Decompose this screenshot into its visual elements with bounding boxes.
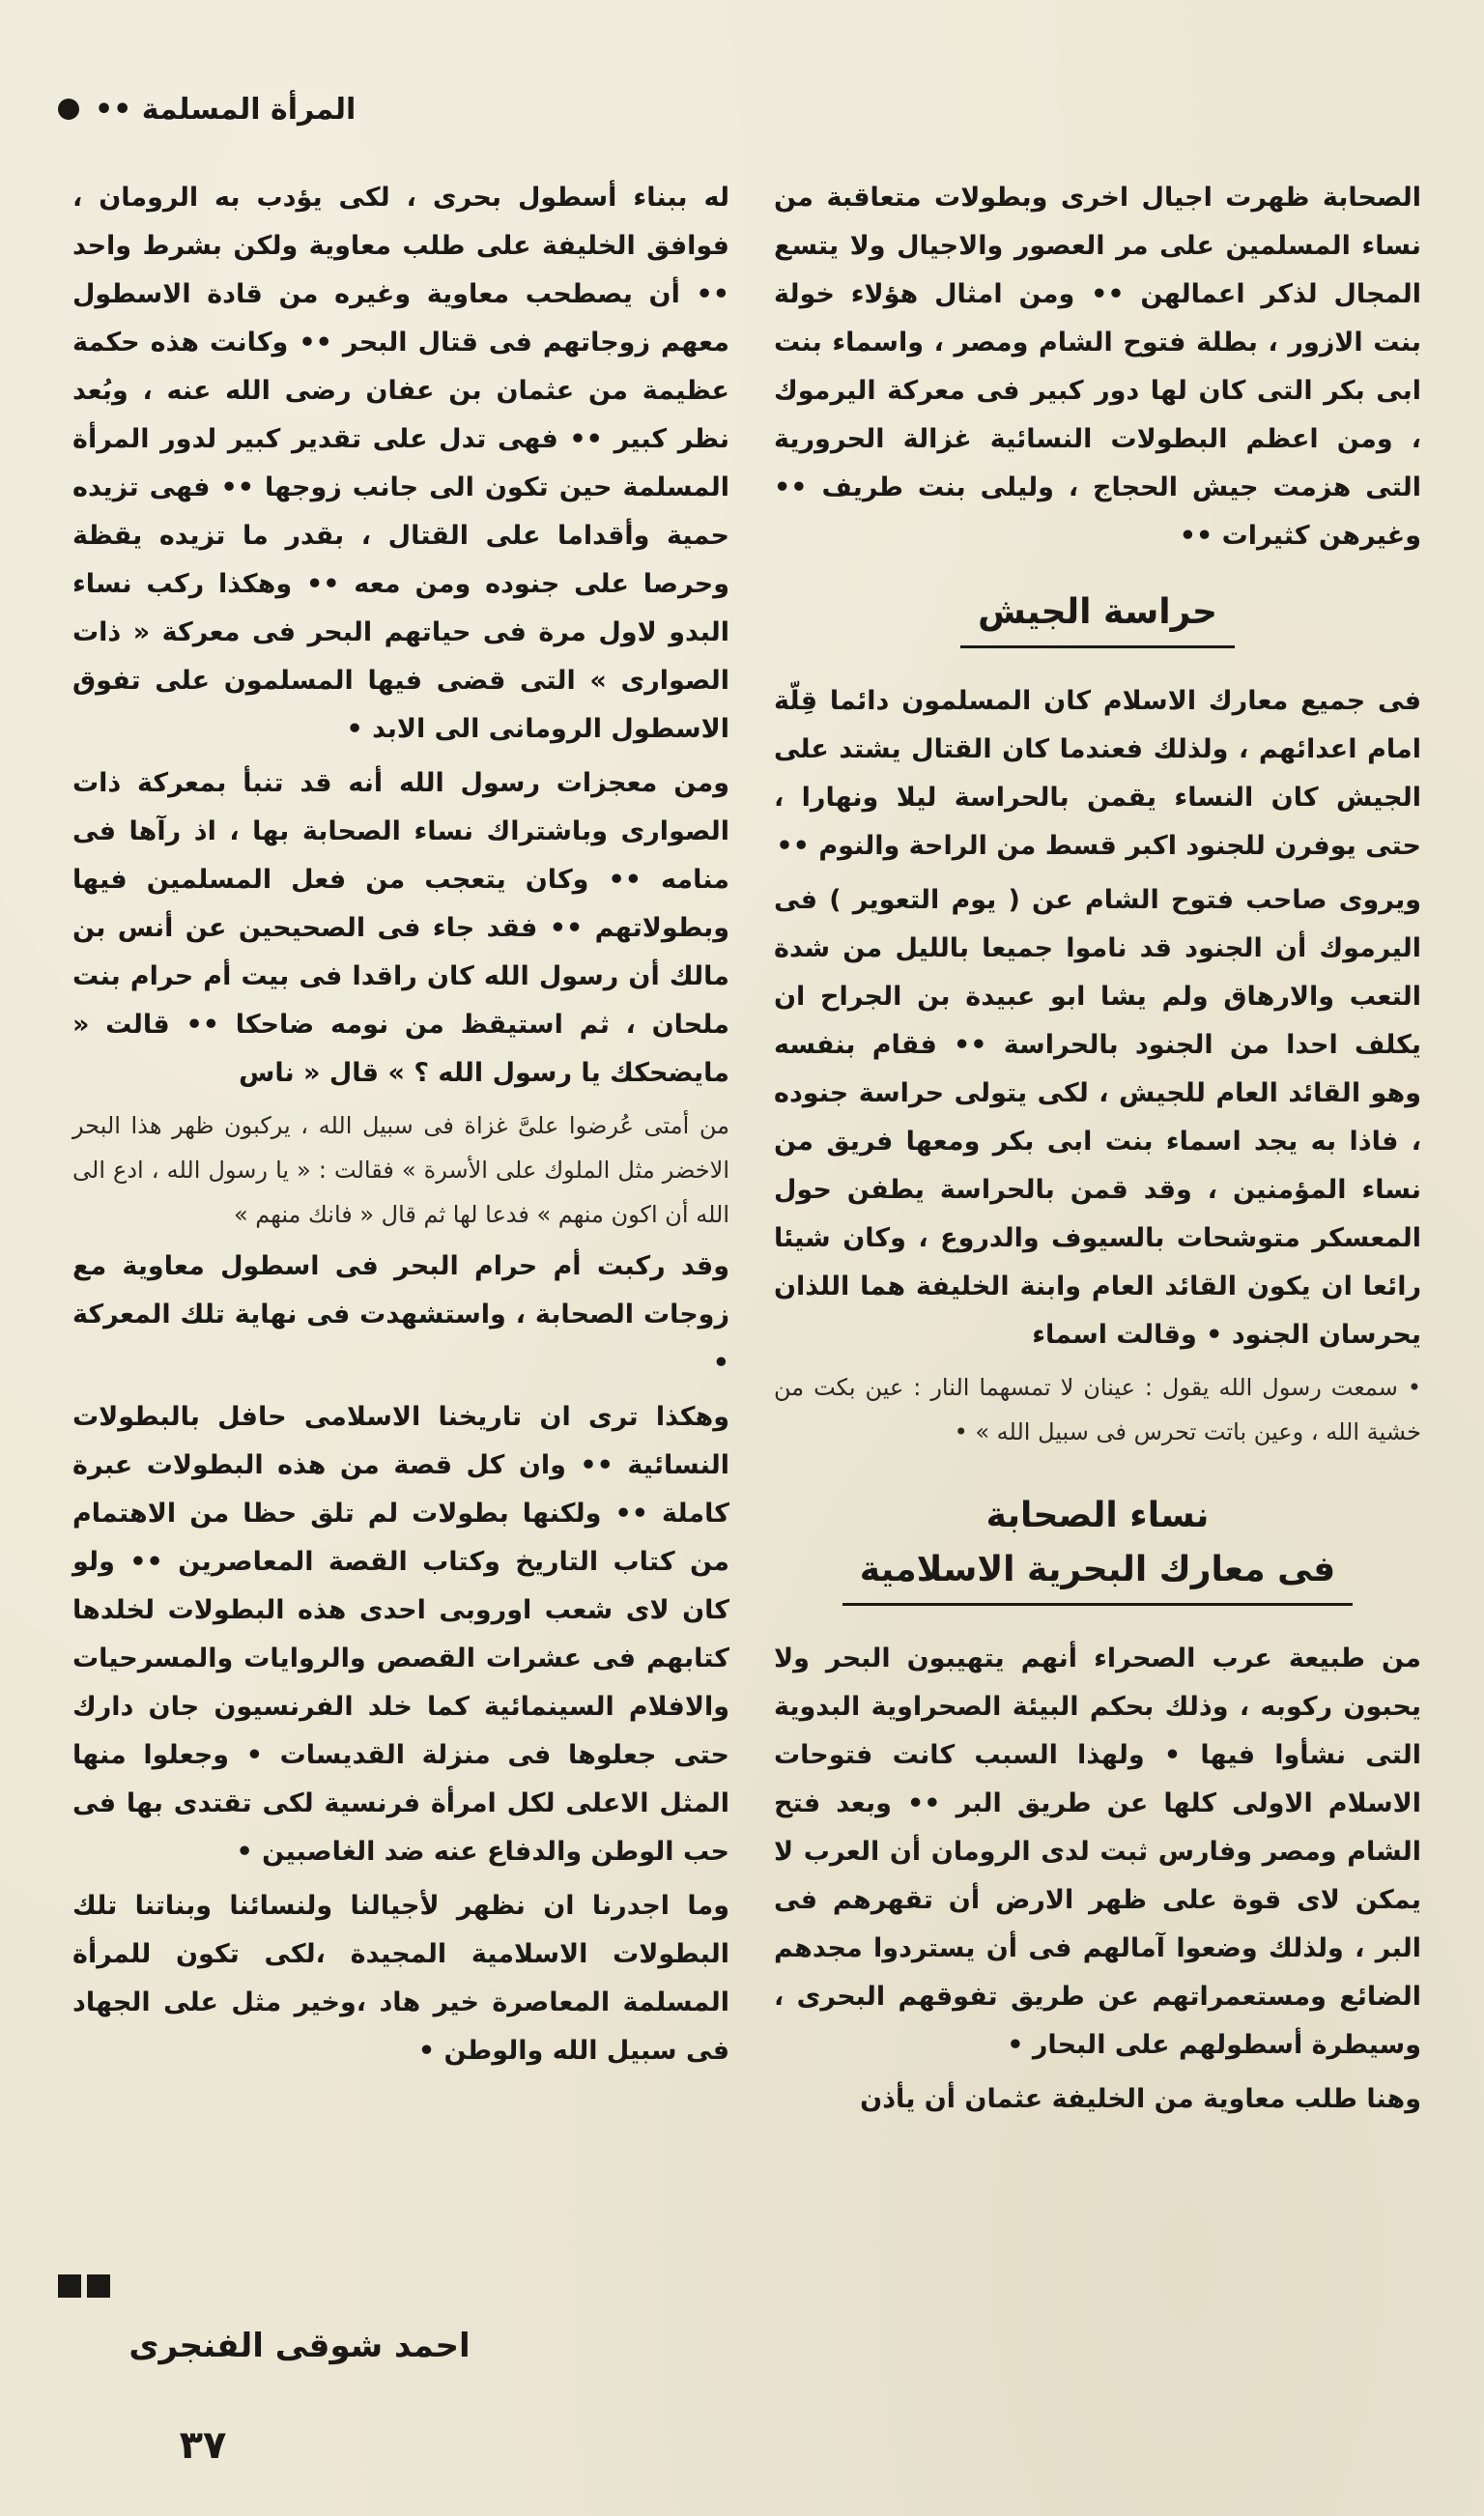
paragraph: وهكذا ترى ان تاريخنا الاسلامى حافل بالبطولات النسائية •• وان كل قصة من هذه البطولات عبرة كاملة •• ولكنها بطولات لم تلق حظا من الاهتمام من كتاب التاريخ وكتاب القصة المعاصرين •• ولو كان لاى شعب اوروبى احدى هذه البطولات لخلدها كتابهم فى عشرات القصص والروايات والمسرحيات والافلام السينمائية كما خلد الفرنسيون جان دارك حتى جعلوها فى منزلة القديسات • وجعلوا منها المثل الاعلى لكل امرأة فرنسية لكى تقتدى بها فى حب الوطن والدفاع عنه ضد الغاصبين •	[72, 1402, 729, 1867]
paragraph: وهنا طلب معاوية من الخليفة عثمان أن يأذن	[860, 2084, 1421, 2114]
end-square	[58, 2274, 81, 2298]
section-heading-army-guard	[774, 586, 1421, 648]
intro-paragraph: الصحابة ظهرت اجيال اخرى وبطولات متعاقبة من نساء المسلمين على مر العصور والاجيال ولا يتسع المجال لذكر اعمالهن •• ومن امثال هؤلاء خولة بنت الازور ، بطلة فتوح الشام ومصر ، واسماء بنت ابى بكر التى كان لها دور كبير فى معركة اليرموك ، ومن اعظم البطولات النسائية غزالة الحرورية التى هزمت جيش الحجاج ، وليلى بنت طريف •• وغيرهن كثيرات ••	[774, 183, 1421, 551]
paragraph: له ببناء أسطول بحرى ، لكى يؤدب به الرومان ، فوافق الخليفة على طلب معاوية ولكن بشرط واحد •• أن يصطحب معاوية وغيره من قادة الاسطول معهم زوجاتهم فى قتال البحر •• وكانت هذه حكمة عظيمة من عثمان بن عفان رضى الله عنه ، وبُعد نظر كبير •• فهى تدل على تقدير كبير لدور المرأة المسلمة حين تكون الى جانب زوجها •• فهى تزيده حمية وأقداما على القتال ، بقدر ما تزيده يقظة وحرصا على جنوده ومن معه •• وهكذا ركب نساء البدو لاول مرة فى حياتهم البحر فى معركة « ذات الصوارى » التى قضى فيها المسلمون على تفوق الاسطول الرومانى الى الابد •	[72, 183, 729, 744]
section-heading-line1: نساء الصحابة	[985, 1496, 1210, 1535]
hadith-quote: من أمتى عُرضوا علىَّ غزاة فى سبيل الله ، يركبون ظهر هذا البحر الاخضر مثل الملوك على الأسرة » فقالت : « يا رسول الله ، ادع الى الله أن اكون منهم » فدعا لها ثم قال « فانك منهم »	[72, 1112, 729, 1228]
running-head	[58, 85, 357, 133]
running-head-text: المرأة المسلمة ••	[95, 92, 357, 127]
paragraph: وما اجدرنا ان نظهر لأجيالنا ولنسائنا وبناتنا تلك البطولات الاسلامية المجيدة ،لكى تكون للمرأة المسلمة المعاصرة خير هاد ،وخير مثل على الجهاد فى سبيل الله والوطن •	[72, 1891, 729, 2066]
section-heading-naval-battles	[774, 1489, 1421, 1606]
page-number: ٣٧	[179, 2423, 227, 2468]
right-column	[774, 174, 1421, 2130]
end-of-article-icon	[58, 2274, 116, 2298]
left-column	[72, 174, 729, 2081]
paragraph: وقد ركبت أم حرام البحر فى اسطول معاوية مع زوجات الصحابة ، واستشهدت فى نهاية تلك المعركة •	[72, 1251, 729, 1378]
paragraph: من طبيعة عرب الصحراء أنهم يتهيبون البحر ولا يحبون ركوبه ، وذلك بحكم البيئة الصحراوية البدوية التى نشأوا فيها • ولهذا السبب كانت فتوحات الاسلام الاولى كلها عن طريق البر •• وبعد فتح الشام ومصر وفارس ثبت لدى الرومان أن العرب لا يمكن لاى قوة على ظهر الارض أن تقهرهم فى البر ، ولذلك وضعوا آمالهم فى أن يستردوا مجدهم الضائع ومستعمراتهم عن طريق تفوقهم البحرى ، وسيطرة أسطولهم على البحار •	[774, 1644, 1421, 2060]
paragraph: ويروى صاحب فتوح الشام عن ( يوم التعوير ) فى اليرموك أن الجنود قد ناموا جميعا بالليل من شدة التعب والارهاق ولم يشا ابو عبيدة بن الجراح ان يكلف احدا من الجنود بالحراسة •• فقام بنفسه وهو القائد العام للجيش ، لكى يتولى حراسة جنوده ، فاذا به يجد اسماء بنت ابى بكر ومعها فريق من نساء المؤمنين ، وقد قمن بالحراسة يطفن حول المعسكر متوشحات بالسيوف والدروع ، وكان شيئا رائعا ان يكون القائد العام وابنة الخليفة هما اللذان يحرسان الجنود • وقالت اسماء	[774, 885, 1421, 1350]
section-heading-line2: فى معارك البحرية الاسلامية	[842, 1543, 1353, 1606]
hadith-quote: • سمعت رسول الله يقول : عينان لا تمسهما النار : عين بكت من خشية الله ، وعين باتت تحرس فى سبيل الله » •	[774, 1374, 1421, 1445]
end-square	[87, 2274, 110, 2298]
author-name: احمد شوقى الفنجرى	[128, 2327, 471, 2365]
paragraph: ومن معجزات رسول الله أنه قد تنبأ بمعركة ذات الصوارى وباشتراك نساء الصحابة بها ، اذ رآها فى منامه •• وكان يتعجب من فعل المسلمين فيها وبطولاتهم •• فقد جاء فى الصحيحين عن أنس بن مالك أن رسول الله كان راقدا فى بيت أم حرام بنت ملحان ، ثم استيقظ من نومه ضاحكا •• قالت « مايضحكك يا رسول الله ؟ » قال « ناس	[72, 768, 729, 1088]
bullet-icon	[58, 99, 79, 120]
section-heading-text: حراسة الجيش	[960, 586, 1235, 648]
paragraph: فى جميع معارك الاسلام كان المسلمون دائما قِلّة امام اعدائهم ، ولذلك فعندما كان القتال يشتد على الجيش كان النساء يقمن بالحراسة ليلا ونهارا ، حتى يوفرن للجنود اكبر قسط من الراحة والنوم ••	[774, 686, 1421, 861]
